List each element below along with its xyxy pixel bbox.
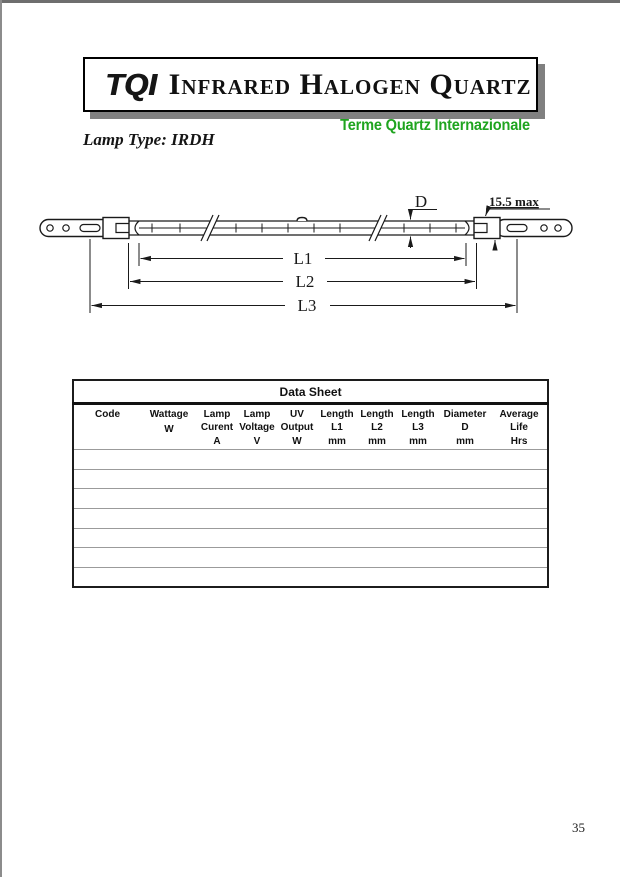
- table-cell: [439, 489, 491, 509]
- logo-banner: [83, 57, 538, 112]
- table-row: [73, 528, 548, 548]
- table-cell: [197, 469, 237, 489]
- page-frame-top: [0, 0, 620, 3]
- table-cell: [397, 528, 439, 548]
- table-cell: [141, 509, 197, 529]
- table-cell: [237, 528, 277, 548]
- table-cell: [317, 489, 357, 509]
- dim-label-cap-max: 15.5 max: [489, 194, 539, 209]
- tqi-logo: TQI: [105, 66, 157, 102]
- column-header-length-l2: Length L2 mm: [360, 409, 394, 447]
- company-tagline: Terme Quartz Internazionale: [340, 117, 530, 134]
- table-cell: [439, 568, 491, 588]
- column-header-average-life: Average Life Hrs: [499, 409, 539, 447]
- table-cell: [237, 568, 277, 588]
- table-cell: [141, 528, 197, 548]
- lamp-technical-drawing: [30, 183, 590, 320]
- table-row: [73, 568, 548, 588]
- table-cell: [357, 450, 397, 470]
- table-cell: [197, 528, 237, 548]
- table-cell: [317, 509, 357, 529]
- table-cell: [73, 528, 141, 548]
- table-cell: [197, 489, 237, 509]
- column-header-diameter: Diameter D mm: [443, 409, 487, 447]
- table-cell: [73, 469, 141, 489]
- table-cell: [277, 450, 317, 470]
- table-cell: [73, 509, 141, 529]
- data-sheet-empty-rows: [73, 450, 548, 588]
- table-cell: [397, 568, 439, 588]
- table-cell: [141, 489, 197, 509]
- lamp-cap-left: [103, 218, 129, 239]
- pump-tip: [297, 218, 307, 222]
- table-cell: [439, 548, 491, 568]
- dimension-l2: [130, 272, 475, 291]
- table-cell: [197, 509, 237, 529]
- table-cell: [317, 568, 357, 588]
- lamp-tube: [129, 215, 475, 241]
- table-title: Data Sheet: [73, 380, 548, 404]
- dim-label-l2: L2: [295, 272, 315, 291]
- table-cell: [491, 489, 548, 509]
- table-row: [73, 509, 548, 529]
- page-number: 35: [572, 820, 585, 835]
- data-sheet-table: [72, 379, 549, 588]
- table-cell: [141, 568, 197, 588]
- table-cell: [439, 528, 491, 548]
- table-cell: [357, 489, 397, 509]
- table-cell: [237, 509, 277, 529]
- table-cell: [141, 469, 197, 489]
- table-cell: [357, 548, 397, 568]
- table-cell: [73, 548, 141, 568]
- lamp-type-label: Lamp Type: IRDH: [83, 130, 215, 149]
- table-title-row: [73, 380, 548, 404]
- column-header-length-l1: Length L1 mm: [320, 409, 354, 447]
- table-cell: [357, 469, 397, 489]
- table-cell: [237, 548, 277, 568]
- table-header-row: [73, 404, 548, 450]
- table-cell: [491, 568, 548, 588]
- dim-label-l3: L3: [297, 296, 317, 315]
- page-frame-left: [0, 0, 2, 877]
- dimension-l1: [141, 249, 465, 268]
- table-cell: [73, 568, 141, 588]
- table-cell: [491, 509, 548, 529]
- table-cell: [277, 469, 317, 489]
- table-cell: [397, 548, 439, 568]
- table-cell: [277, 568, 317, 588]
- table-cell: [197, 548, 237, 568]
- table-cell: [141, 548, 197, 568]
- table-cell: [197, 450, 237, 470]
- table-cell: [277, 489, 317, 509]
- table-row: [73, 548, 548, 568]
- table-cell: [491, 528, 548, 548]
- table-cell: [277, 548, 317, 568]
- table-cell: [317, 528, 357, 548]
- table-cell: [397, 469, 439, 489]
- table-cell: [439, 509, 491, 529]
- table-cell: [317, 450, 357, 470]
- table-row: [73, 469, 548, 489]
- table-cell: [491, 548, 548, 568]
- table-cell: [397, 450, 439, 470]
- table-cell: [237, 489, 277, 509]
- table-cell: [73, 489, 141, 509]
- table-cell: [317, 548, 357, 568]
- table-cell: [277, 528, 317, 548]
- table-cell: [317, 469, 357, 489]
- dim-label-d: D: [414, 192, 428, 211]
- column-header-lamp-voltage: Lamp Voltage V: [239, 409, 275, 447]
- table-row: [73, 450, 548, 470]
- table-cell: [277, 509, 317, 529]
- lamp-end-tab-right: [496, 220, 572, 237]
- table-row: [73, 489, 548, 509]
- table-cell: [197, 568, 237, 588]
- banner-title: Infrared Halogen Quartz: [168, 67, 532, 101]
- table-cell: [357, 568, 397, 588]
- table-cell: [237, 469, 277, 489]
- column-header-lamp-current: Lamp Curent A: [200, 409, 234, 447]
- table-cell: [491, 469, 548, 489]
- lamp-cap-right: [474, 218, 500, 239]
- lamp-end-tab-left: [40, 220, 112, 237]
- table-cell: [439, 450, 491, 470]
- table-cell: [439, 469, 491, 489]
- table-cell: [357, 509, 397, 529]
- table-cell: [73, 450, 141, 470]
- table-cell: [397, 509, 439, 529]
- table-cell: [141, 450, 197, 470]
- table-cell: [237, 450, 277, 470]
- dimension-d: [410, 192, 437, 248]
- column-header-length-l3: Length L3 mm: [401, 409, 435, 447]
- column-header-uv-output: UV Output W: [280, 409, 314, 447]
- table-cell: [397, 489, 439, 509]
- table-cell: [491, 450, 548, 470]
- column-header-wattage: Wattage W: [149, 409, 189, 435]
- dim-label-l1: L1: [293, 249, 313, 268]
- dimension-l3: [92, 296, 516, 315]
- table-cell: [357, 528, 397, 548]
- column-header-code: Code: [95, 409, 120, 420]
